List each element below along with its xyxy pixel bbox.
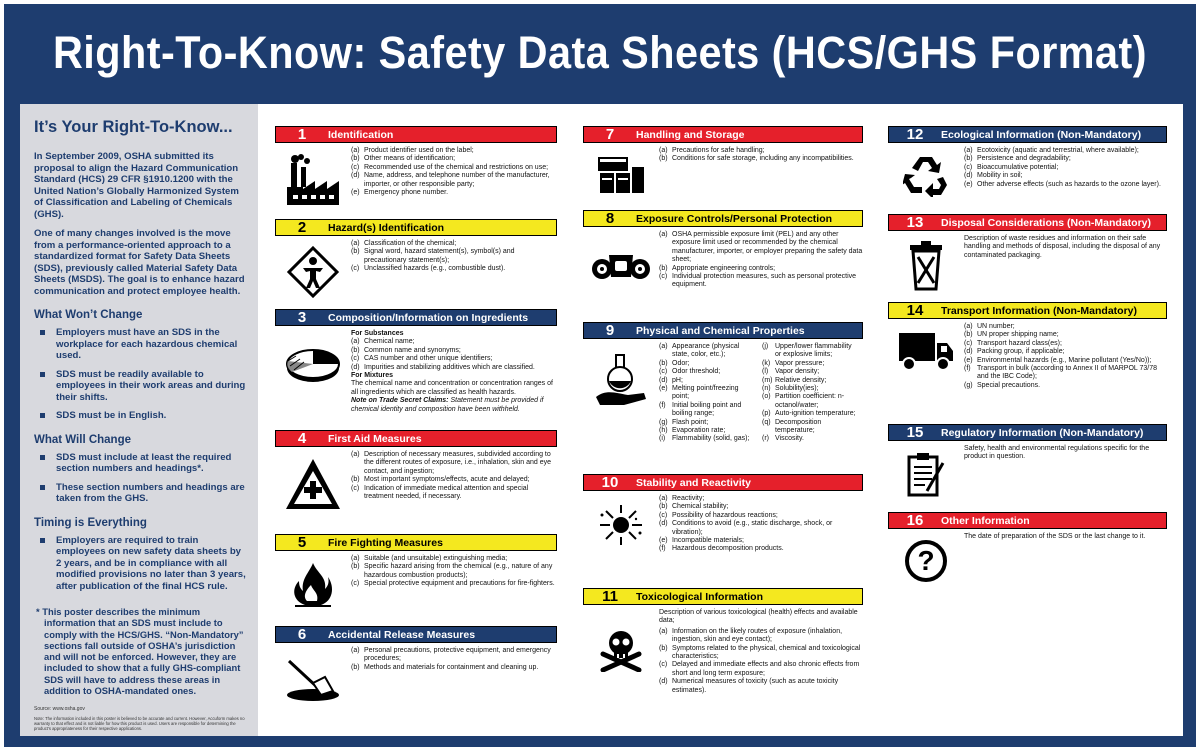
list-item: (c) Individual protection measures, such as personal protective equipment. [659, 273, 857, 289]
list-item: (b) Methods and materials for containment and cleaning up. [351, 663, 539, 671]
explosion-icon [583, 495, 659, 554]
section-9-physical-chemical [583, 322, 863, 444]
section-8-items [659, 231, 863, 290]
section-11-items [659, 628, 863, 695]
bullet-square-icon [40, 485, 45, 490]
section-header: 6 Accidental Release Measures [275, 626, 557, 643]
section-6-accidental-release [275, 626, 557, 703]
list-item: (d) Impurities and stabilizing additives which are classified. [351, 363, 535, 371]
list-item: SDS must be in English. [34, 410, 248, 422]
properties-column-2 [762, 343, 859, 444]
bullet-square-icon [40, 372, 45, 377]
section-16-text: The date of preparation of the SDS or the last change to it. [964, 533, 1146, 540]
section-16-other [888, 512, 1167, 583]
list-item: SDS must be readily available to employees in their work areas and during their shifts. [34, 369, 248, 404]
list-item: (c) CAS number and other unique identifiers; [351, 355, 493, 363]
list-item: (a) Reactivity; [659, 495, 705, 502]
poster-frame [4, 4, 1196, 747]
disclaimer-text: Note: The information included in this poster is believed to be accurate and current. However, Accuform makes no warranty to that effect and is not liable for how this product is used. Users are responsible for determining the product’s appropriateness for their respective applications. [34, 716, 245, 732]
list-item: (f) Transport in bulk (according to Annex II of MARPOL 73/78 and the IBC Code); [964, 365, 1158, 381]
pie-chart-icon [275, 330, 351, 414]
list-item: (b) Conditions for safe storage, including any incompatibilities. [659, 155, 854, 163]
storage-drums-icon [583, 147, 659, 195]
clipboard-icon [888, 445, 964, 499]
list-item: (a) Description of necessary measures, subdivided according to the different routes of exposure, i.e., inhalation, skin and eye contact, and ingestion; [351, 451, 552, 475]
section-header: 9 Physical and Chemical Properties [583, 322, 863, 339]
list-item: (c) Indication of immediate medical attention and special treatment needed, if necessary. [351, 484, 529, 501]
list-item: (e) Other adverse effects (such as hazards to the ozone layer). [964, 180, 1161, 188]
list-item: (o) Partition coefficient: n-octanol/water; [762, 393, 845, 409]
timing-list [34, 535, 248, 593]
section-8-exposure-controls [583, 210, 863, 290]
flame-icon [275, 555, 351, 607]
spill-broom-icon [275, 647, 351, 703]
section-5-items [351, 555, 557, 607]
wont-change-list [34, 327, 248, 422]
list-item: (c) Recommended use of the chemical and restrictions on use; [351, 163, 549, 171]
list-item: (h) Evaporation rate; [659, 427, 726, 435]
list-item: (b) Symptoms related to the physical, chemical and toxicological characteristics; [659, 644, 861, 661]
section-7-items [659, 147, 854, 195]
section-13-disposal [888, 214, 1167, 291]
list-item: (d) Conditions to avoid (e.g., static discharge, shock, or vibration); [659, 520, 833, 536]
will-change-heading: What Will Change [34, 433, 132, 446]
list-item: (l) Vapor density; [762, 368, 820, 376]
list-item: (m) Relative density; [762, 376, 827, 384]
list-item: (c) Transport hazard class(es); [964, 339, 1062, 347]
bullet-square-icon [40, 455, 45, 460]
no-trash-icon [888, 235, 964, 291]
section-header: 10 Stability and Reactivity [583, 474, 863, 491]
list-item: (c) Odor threshold; [659, 368, 721, 376]
list-item: (c) Special protective equipment and precautions for fire-fighters. [351, 580, 555, 588]
list-item: (b) Appropriate engineering controls; [659, 264, 776, 272]
list-item: (c) Bioaccumulative potential; [964, 163, 1059, 171]
intro-paragraph: In September 2009, OSHA submitted its proposal to align the Hazard Communication Standard (HCS) 29 CFR §1910.1200 with the United Nation’s Globally Harmonized System of Classification and Labeling of Chemicals (GHS). [34, 151, 239, 220]
section-3-items: For Substances (a) Chemical name; (b) Common name and synonyms; (c) CAS number and other unique identifiers; (d) Impurities and stabilizing additives which are classified. For Mixtures The chemical name and concentration or concentration ranges of all ingredients which are classified as health hazards. Note on Trade Secret Claims: Statement must be provided if chemical identity and composition have been withheld. [351, 330, 557, 414]
section-1-identification [275, 126, 557, 205]
svg-text:?: ? [917, 545, 935, 576]
list-item: (d) Numerical measures of toxicity (such as acute toxicity estimates). [659, 678, 839, 694]
bullet-square-icon [40, 330, 45, 335]
list-item: (b) Other means of identification; [351, 155, 456, 163]
list-item: (a) Information on the likely routes of exposure (inhalation, ingestion, skin and eye contact); [659, 627, 843, 644]
list-item: (a) Suitable (and unsuitable) extinguishing media; [351, 555, 508, 562]
list-item: (d) Name, address, and telephone number of the manufacturer, importer, or other responsible party; [351, 172, 550, 188]
list-item: (a) UN number; [964, 323, 1015, 330]
section-10-stability-reactivity [583, 474, 863, 554]
list-item: (g) Flash point; [659, 418, 709, 426]
list-item: (a) Chemical name; [351, 338, 415, 346]
list-item: (a) Appearance (physical state, color, etc.); [659, 343, 740, 359]
source-line: Source: www.osha.gov [34, 706, 85, 713]
poster-title: Right-To-Know: Safety Data Sheets (HCS/GHS Format) [52, 27, 1148, 78]
list-item: (b) Chemical stability; [659, 503, 729, 511]
section-header: 1 Identification [275, 126, 557, 143]
section-6-items [351, 647, 557, 703]
section-header: 11 Toxicological Information [583, 588, 863, 605]
factory-icon [275, 147, 351, 205]
poster-content [20, 104, 1183, 736]
list-item: (a) Precautions for safe handling; [659, 147, 765, 154]
properties-column-1 [659, 343, 756, 444]
list-item: (q) Decomposition temperature; [762, 418, 822, 435]
section-9-items [659, 343, 859, 444]
section-2-items [351, 240, 557, 298]
list-item: Employers must have an SDS in the workplace for each hazardous chemical used. [34, 327, 248, 362]
truck-icon [888, 323, 964, 390]
section-header: 12 Ecological Information (Non-Mandatory) [888, 126, 1167, 143]
section-header: 13 Disposal Considerations (Non-Mandatory) [888, 214, 1167, 231]
bullet-square-icon [40, 413, 45, 418]
panel-heading: It’s Your Right-To-Know... [34, 118, 233, 136]
list-item: (e) Emergency phone number. [351, 189, 449, 197]
toxicology-intro: Description of various toxicological (health) effects and available data; [659, 609, 858, 625]
list-item: (g) Special precautions. [964, 381, 1041, 389]
poster-footnote: * This poster describes the minimum information that an SDS must include to comply with the HCS/GHS. “Non-Mandatory” sections fall outside of OSHA’s jurisdiction and will not be enforced. However, they are included to show that a fully GHS-compliant SDS will have to address these areas in addition to OSHA-mandated ones. [36, 606, 244, 697]
skull-crossbones-icon [583, 628, 659, 695]
list-item: (p) Auto-ignition temperature; [762, 410, 856, 418]
goal-paragraph: One of many changes involved is the move from a performance-oriented approach to a standardized format for Safety Data Sheets (SDS), previously called Material Safety Data Sheets (MSDS). The goal is to enhance hazard communication and protect employee health. [34, 228, 245, 297]
list-item: SDS must include at least the required section numbers and headings*. [34, 452, 248, 475]
section-10-items [659, 495, 863, 554]
list-item: (a) OSHA permissible exposure limit (PEL) and any other exposure limit used or recommended by the chemical manufacturer, importer, or employer preparing the safety data sheet; [659, 231, 863, 264]
hazard-person-icon [275, 240, 351, 298]
section-14-items [964, 323, 1167, 390]
flask-hand-icon [583, 343, 659, 444]
list-item: (b) Specific hazard arising from the chemical (e.g., nature of any hazardous combustion products); [351, 563, 553, 579]
section-14-transport [888, 302, 1167, 390]
section-header: 5 Fire Fighting Measures [275, 534, 557, 551]
list-item: (a) Product identifier used on the label; [351, 147, 474, 154]
section-15-regulatory [888, 424, 1167, 499]
right-to-know-panel [20, 104, 258, 736]
section-header: 15 Regulatory Information (Non-Mandatory) [888, 424, 1167, 441]
list-item: (c) Possibility of hazardous reactions; [659, 511, 778, 519]
list-item: (j) Upper/lower flammability or explosive limits; [762, 343, 852, 359]
list-item: (b) Signal word, hazard statement(s), symbol(s) and precautionary statement(s); [351, 248, 515, 264]
list-item: (e) Environmental hazards (e.g., Marine pollutant (Yes/No)); [964, 356, 1152, 364]
section-15-text: Safety, health and environmental regulations specific for the product in question. [964, 445, 1150, 461]
list-item: (d) pH; [659, 376, 683, 384]
section-12-items [964, 147, 1161, 197]
list-item: (f) Initial boiling point and boiling range; [659, 401, 742, 418]
list-item: (d) Packing group, if applicable; [964, 348, 1065, 356]
list-item: (c) Delayed and immediate effects and also chronic effects from short and long term exposure; [659, 661, 860, 677]
list-item: (e) Melting point/freezing point; [659, 385, 739, 401]
list-item: (e) Incompatible materials; [659, 537, 744, 545]
list-item: (b) Common name and synonyms; [351, 346, 461, 354]
section-5-fire-fighting [275, 534, 557, 607]
respirator-icon [583, 231, 659, 290]
list-item: (a) Ecotoxicity (aquatic and terrestrial, where available); [964, 147, 1139, 154]
section-13-text: Description of waste residues and information on their safe handling and methods of disposal, including the disposal of any contaminated packaging. [964, 235, 1161, 259]
recycle-icon [888, 147, 964, 197]
section-header: 4 First Aid Measures [275, 430, 557, 447]
section-1-items [351, 147, 557, 205]
will-change-list [34, 452, 248, 505]
list-item: (n) Solubility(ies); [762, 385, 819, 393]
section-7-handling-storage [583, 126, 863, 195]
first-aid-icon [275, 451, 351, 511]
list-item: (b) Persistence and degradability; [964, 155, 1071, 163]
list-item: (b) Odor; [659, 359, 690, 367]
section-header: 2 Hazard(s) Identification [275, 219, 557, 236]
section-11-toxicological [583, 588, 863, 695]
list-item: (k) Vapor pressure; [762, 359, 825, 367]
list-item: (d) Mobility in soil; [964, 172, 1023, 180]
wont-change-heading: What Won’t Change [34, 309, 143, 321]
section-3-composition [275, 309, 557, 414]
list-item: (r) Viscosity. [762, 435, 804, 443]
list-item: (b) UN proper shipping name; [964, 331, 1059, 339]
list-item: (a) Classification of the chemical; [351, 240, 457, 247]
list-item: (b) Most important symptoms/effects, acute and delayed; [351, 476, 530, 484]
timing-heading: Timing is Everything [34, 516, 147, 529]
list-item: These section numbers and headings are taken from the GHS. [34, 482, 248, 505]
list-item: (i) Flammability (solid, gas); [659, 435, 750, 443]
section-header: 8 Exposure Controls/Personal Protection [583, 210, 863, 227]
section-4-first-aid [275, 430, 557, 511]
list-item: (f) Hazardous decomposition products. [659, 545, 784, 553]
bullet-square-icon [40, 538, 45, 543]
section-header: 7 Handling and Storage [583, 126, 863, 143]
section-header: 16 Other Information [888, 512, 1167, 529]
list-item: (a) Personal precautions, protective equipment, and emergency procedures; [351, 647, 551, 663]
section-header: 14 Transport Information (Non-Mandatory) [888, 302, 1167, 319]
question-mark-icon [888, 533, 964, 583]
section-header: 3 Composition/Information on Ingredients [275, 309, 557, 326]
section-2-hazard-identification [275, 219, 557, 298]
list-item: Employers are required to train employees on new safety data sheets by 2 years, and be in compliance with all modified provisions no later than 3 years, after publication of the final HCS rule. [34, 535, 248, 593]
section-4-items [351, 451, 557, 511]
section-12-ecological [888, 126, 1167, 197]
list-item: (c) Unclassified hazards (e.g., combustible dust). [351, 265, 506, 273]
